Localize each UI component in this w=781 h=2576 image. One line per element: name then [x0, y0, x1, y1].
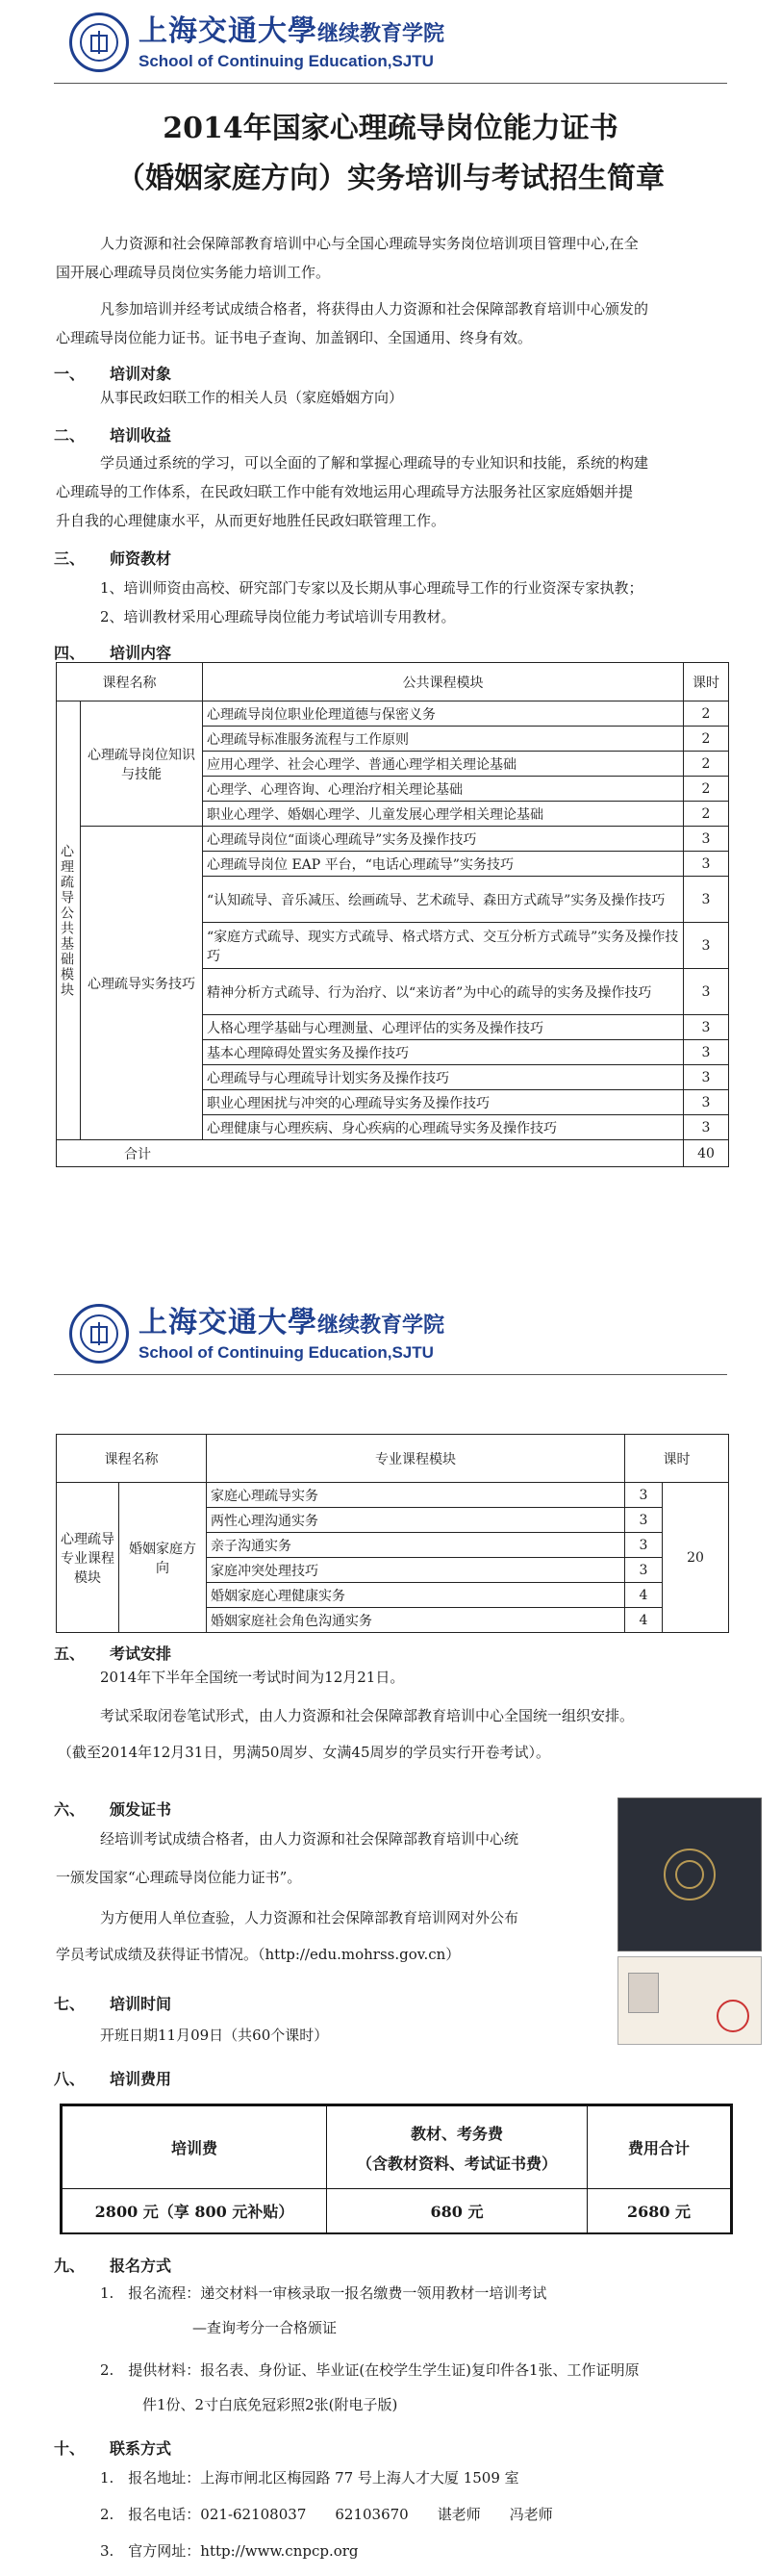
university-seal-icon: [69, 13, 129, 72]
section-text: 升自我的心理健康水平，从而更好地胜任民政妇联管理工作。: [56, 512, 446, 529]
professional-course-table: 课程名称 专业课程模块 课时 心理疏导专业课程模块 婚姻家庭方向 家庭心理疏导实务 3 20 两性心理沟通实务 3 亲子沟通实务 3 家庭冲突处理技巧 3 婚姻家庭心理健康实务 4 婚姻家庭社会角色沟通实务 4: [56, 1434, 729, 1633]
section-text: 一颁发国家“心理疏导岗位能力证书”。: [56, 1869, 302, 1886]
logo-cn: 上海交通大學: [139, 14, 317, 48]
section-text: 1. 报名流程：递交材料一审核录取一报名缴费一领用教材一培训考试: [100, 2284, 547, 2302]
section-heading: 八、 培训费用: [54, 2070, 172, 2088]
section-text: 经培训考试成绩合格者，由人力资源和社会保障部教育培训中心统: [100, 1830, 519, 1848]
section-heading: 二、 培训收益: [54, 426, 172, 445]
public-course-table: 课程名称 公共课程模块 课时 心理疏导公共基础模块 心理疏导岗位知识与技能 心理疏导岗位职业伦理道德与保密义务 2 心理疏导标准服务流程与工作原则 2 应用心理学、社会心理学、普通心理学相关理论基础 2 心理学、心理咨询、心理治疗相关理论基础 2 职业心理学、婚姻心理学、儿童发展心理学相关理论基础 2 心理疏导实务技巧 心理疏导岗位“面谈心理疏导”实务及操作技巧 3 心理疏导岗位 EAP 平台，“电话心理疏导”实务技巧 3 “认知疏导、音乐减压、绘画疏导、艺术疏导、森田方式疏导”实务及操作技巧 3 “家庭方式疏导、现实方式疏导、格式塔方式、交互分析方式疏导”实务及操作技巧 3 精神分析方式疏导、行为治疗、以“来访者”为中心的疏导的实务及操作技巧 3 人格心理学基础与心理测量、心理评估的实务及操作技巧 3 基本心理障碍处置实务及操作技巧 3 心理疏导与心理疏导计划实务及操作技巧 3 职业心理困扰与冲突的心理疏导实务及操作技巧 3 心理健康与心理疾病、身心疾病的心理疏导实务及操作技巧 3 合计 40: [56, 662, 729, 1167]
official-website-link[interactable]: 3. 官方网址：http://www.cnpcp.org: [100, 2542, 359, 2560]
id-photo-placeholder: [628, 1973, 659, 2013]
school-header: [69, 6, 444, 79]
section-text: 学员通过系统的学习，可以全面的了解和掌握心理疏导的专业知识和技能，系统的构建: [100, 454, 649, 472]
section-text: 1. 报名地址：上海市闸北区梅园路 77 号上海人才大厦 1509 室: [100, 2469, 519, 2487]
section-heading: 四、 培训内容: [54, 644, 172, 662]
header-rule: [54, 83, 727, 84]
section-heading: 九、 报名方式: [54, 2257, 172, 2275]
logo-cn-sub: 继续教育学院: [317, 21, 445, 46]
section-text: 考试采取闭卷笔试形式，由人力资源和社会保障部教育培训中心全国统一组织安排。: [100, 1707, 635, 1724]
section-text: —查询考分一合格颁证: [192, 2319, 338, 2336]
fee-table: 培训费 教材、考务费 （含教材资料、考试证书费） 费用合计 2800 元（享 800 元补贴） 680 元 2680 元: [60, 2104, 733, 2234]
school-header: 上海交通大學继续教育学院 School of Continuing Education,SJTU: [69, 1297, 444, 1370]
red-seal-icon: [717, 2000, 749, 2032]
section-text: 为方便用人单位查验，人力资源和社会保障部教育培训网对外公布: [100, 1909, 519, 1926]
certificate-cover-image: [617, 1798, 762, 1951]
section-text: 学员考试成绩及获得证书情况。（http://edu.mohrss.gov.cn）: [56, 1946, 461, 1963]
university-seal-icon: [69, 1304, 129, 1364]
section-text: 2. 提供材料：报名表、身份证、毕业证(在校学生学生证)复印件各1张、工作证明原: [100, 2361, 640, 2379]
section-heading: 五、 考试安排: [54, 1645, 172, 1663]
logo-en: School of Continuing Education,SJTU: [139, 52, 434, 70]
section-text: 2014年下半年全国统一考试时间为12月21日。: [100, 1669, 405, 1686]
section-heading: 一、 培训对象: [54, 365, 172, 383]
section-text: （截至2014年12月31日，男满50周岁、女满45周岁的学员实行开卷考试）。: [58, 1744, 551, 1761]
section-heading: 十、 联系方式: [54, 2439, 172, 2458]
section-text: 从事民政妇联工作的相关人员（家庭婚姻方向）: [100, 389, 404, 406]
section-text: 心理疏导的工作体系，在民政妇联工作中能有效地运用心理疏导方法服务社区家庭婚姻并提: [56, 483, 634, 500]
section-text: 开班日期11月09日（共60个课时）: [100, 2027, 329, 2044]
intro-line: 国开展心理疏导员岗位实务能力培训工作。: [56, 264, 331, 281]
page-title: 2014年国家心理疏导岗位能力证书: [163, 112, 618, 145]
section-heading: 七、 培训时间: [54, 1995, 172, 2013]
intro-line: 人力资源和社会保障部教育培训中心与全国心理疏导实务岗位培训项目管理中心,在全: [100, 235, 639, 252]
page-subtitle: （婚姻家庭方向）实务培训与考试招生简章: [116, 162, 665, 195]
section-text: 2、培训教材采用心理疏导岗位能力考试培训专用教材。: [100, 608, 456, 625]
section-text: 2. 报名电话：021-62108037 62103670 谌老师 冯老师: [100, 2506, 553, 2523]
section-heading: 三、 师资教材: [54, 549, 172, 568]
section-text: 1、培训师资由高校、研究部门专家以及长期从事心理疏导工作的行业资深专家执教；: [100, 579, 643, 597]
section-text: 件1份、2寸白底免冠彩照2张(附电子版): [142, 2396, 398, 2413]
section-heading: 六、 颁发证书: [54, 1800, 172, 1819]
intro-line: 心理疏导岗位能力证书。证书电子查询、加盖钢印、全国通用、终身有效。: [56, 329, 533, 346]
intro-line: 凡参加培训并经考试成绩合格者，将获得由人力资源和社会保障部教育培训中心颁发的: [100, 300, 649, 318]
header-rule: [54, 1374, 727, 1375]
certificate-inner-image: [617, 1956, 762, 2045]
